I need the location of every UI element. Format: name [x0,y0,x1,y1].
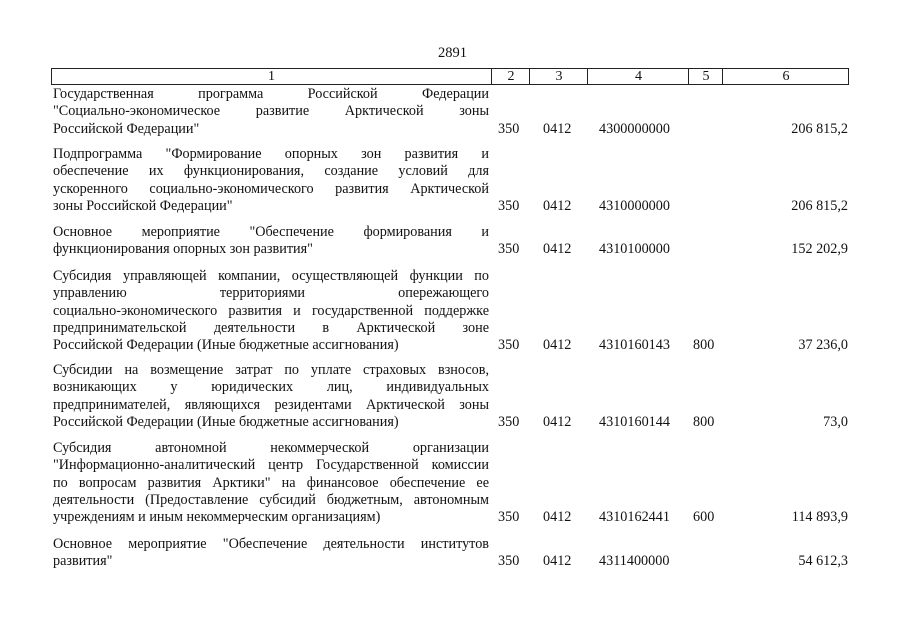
row-col-3: 0412 [543,121,572,137]
row-name [53,536,489,571]
row-name-line: Субсидия управляющей компании, осуществляющей функции по [53,268,489,284]
row-col-2: 350 [498,553,520,569]
row-name-line: зоны Российской Федерации" [53,197,233,214]
row-col-6: 37 236,0 [798,337,848,353]
row-col-4: 4311400000 [599,553,670,569]
row-col-2: 350 [498,241,520,257]
row-name-line: Государственная программа Российской Федерации [53,86,489,102]
row-col-3: 0412 [543,198,572,214]
header-col-3: 3 [529,69,588,84]
row-name-line: по вопросам развития Арктики" на финансовое обеспечение ее [53,474,489,491]
row-col-2: 350 [498,337,520,353]
row-col-3: 0412 [543,337,572,353]
row-name-line: предпринимателей, являющихся резидентами Арктической зоны [53,396,489,413]
header-col-1: 1 [268,69,275,84]
row-col-3: 0412 [543,414,572,430]
row-name-line: "Социально-экономическое развитие Арктической зоны [53,103,489,120]
row-name-line: обеспечение их функционирования, создание условий для [53,163,489,180]
row-col-5: 800 [693,414,715,430]
row-name-line: деятельности (Предоставление субсидий бюджетным, автономным [53,491,489,508]
row-name-line: функционирования опорных зон развития" [53,241,313,258]
row-name-line: Основное мероприятие "Обеспечение деятельности институтов [53,536,489,552]
row-col-6: 152 202,9 [791,241,848,257]
row-name-line: Субсидия автономной некоммерческой организации [53,440,489,456]
row-col-3: 0412 [543,241,572,257]
row-col-6: 73,0 [823,414,848,430]
row-name [53,146,489,215]
row-name [53,440,489,526]
header-col-2: 2 [491,69,530,84]
row-name-line: возникающих у юридических лиц, индивидуальных [53,379,489,396]
row-name-line: Подпрограмма "Формирование опорных зон развития и [53,146,489,162]
row-name [53,268,489,354]
row-name [53,86,489,138]
row-col-4: 4310160144 [599,414,670,430]
row-col-2: 350 [498,414,520,430]
row-name-line: социально-экономического развития и государственной поддержке [53,302,489,319]
row-name-line: предпринимательской деятельности в Арктической зоне [53,319,489,336]
row-col-3: 0412 [543,553,572,569]
row-col-2: 350 [498,509,520,525]
row-name [53,362,489,431]
row-col-3: 0412 [543,509,572,525]
row-name-line: "Информационно-аналитический центр Государственной комиссии [53,457,489,474]
row-col-4: 4310000000 [599,198,670,214]
page-number: 2891 [438,45,467,61]
table-header-row [51,68,849,85]
row-col-4: 4310162441 [599,509,670,525]
row-col-6: 114 893,9 [791,509,848,525]
header-col-5: 5 [688,69,723,84]
row-name-line: Основное мероприятие "Обеспечение формирования и [53,224,489,240]
header-col-6: 6 [722,69,849,84]
row-name-line: развития" [53,553,113,570]
row-col-6: 206 815,2 [791,198,848,214]
row-col-2: 350 [498,121,520,137]
row-name-line: ускоренного социально-экономического развития Арктической [53,180,489,197]
row-name-line: Субсидии на возмещение затрат по уплате страховых взносов, [53,362,489,378]
row-col-6: 206 815,2 [791,121,848,137]
row-name-line: Российской Федерации (Иные бюджетные ассигнования) [53,413,399,430]
row-name-line: управлению территориями опережающего [53,285,489,302]
row-col-5: 600 [693,509,715,525]
row-col-4: 4310100000 [599,241,670,257]
row-col-4: 4300000000 [599,121,670,137]
row-col-5: 800 [693,337,715,353]
header-col-4: 4 [587,69,689,84]
row-name [53,224,489,259]
row-name-line: Российской Федерации (Иные бюджетные ассигнования) [53,337,399,354]
row-name-line: Российской Федерации" [53,120,200,137]
row-col-4: 4310160143 [599,337,670,353]
row-col-2: 350 [498,198,520,214]
row-name-line: учреждениям и иным некоммерческим организациям) [53,509,381,526]
row-col-6: 54 612,3 [798,553,848,569]
